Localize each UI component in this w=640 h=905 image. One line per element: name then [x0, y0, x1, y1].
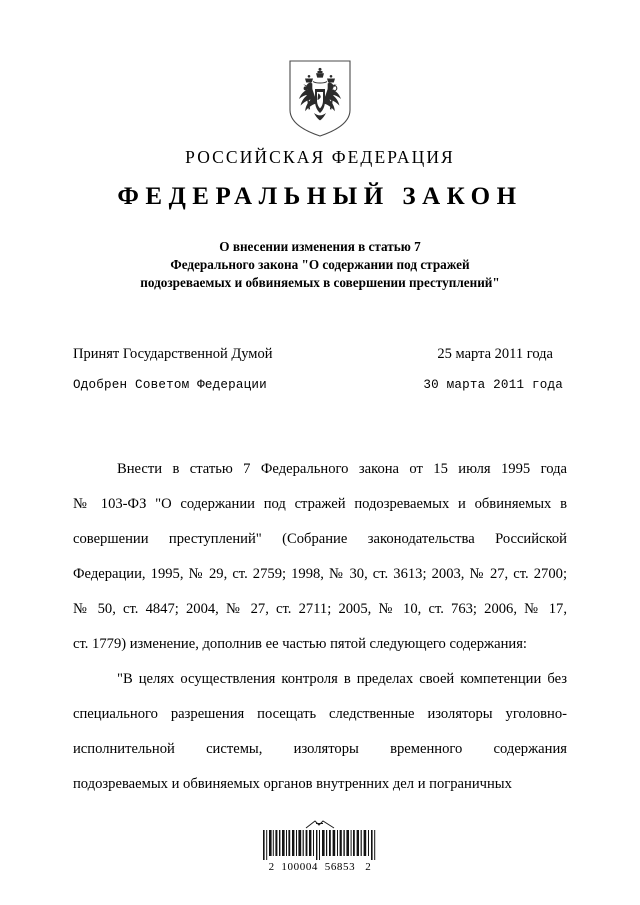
adoption-row-council: [73, 377, 567, 394]
coat-of-arms-container: [0, 58, 640, 138]
ean13-barcode-icon: [261, 830, 379, 860]
paragraph-1-line-5: № 50, ст. 4847; 2004, № 27, ст. 2711; 2005, № 10, ст. 763; 2006, № 17,: [73, 601, 567, 617]
paragraph-1-line-4: Федерации, 1995, № 29, ст. 2759; 1998, № 30, ст. 3613; 2003, № 27, ст. 2700;: [73, 566, 567, 582]
page-title: ФЕДЕРАЛЬНЫЙ ЗАКОН: [117, 183, 523, 211]
document-headings: [0, 148, 640, 211]
paragraph-1-line-2: № 103-ФЗ "О содержании под стражей подозреваемых и обвиняемых в: [73, 496, 567, 512]
body-paragraph-2: [73, 662, 567, 802]
paragraph-2-line-4: подозреваемых и обвиняемых органов внутренних дел и пограничных: [73, 776, 512, 792]
paragraph-1-line-6: ст. 1779) изменение, дополнив ее частью пятой следующего содержания:: [73, 636, 527, 652]
country-title: РОССИЙСКАЯ ФЕДЕРАЦИЯ: [185, 147, 455, 167]
barcode-top-mark-icon: [305, 820, 335, 829]
document-body: [73, 452, 567, 802]
paragraph-1-line-3: совершении преступлений" (Собрание законодательства Российской: [73, 531, 567, 547]
subtitle-line-2: Федерального закона "О содержании под стражей: [170, 257, 470, 272]
subtitle-line-3: подозреваемых и обвиняемых в совершении преступлений": [140, 275, 500, 290]
adoption-row-duma: [73, 346, 567, 363]
barcode-digits: 2 100004 56853 2: [268, 861, 372, 873]
council-date: 30 марта 2011 года: [423, 378, 563, 392]
paragraph-2-line-2: специального разрешения посещать следственные изоляторы уголовно-: [73, 706, 567, 722]
duma-label: Принят Государственной Думой: [73, 346, 273, 362]
document-subtitle: [70, 238, 570, 292]
paragraph-2-line-3: исполнительной системы, изоляторы временного содержания: [73, 741, 567, 757]
adoption-info: [73, 346, 567, 394]
barcode-container: [0, 820, 640, 873]
paragraph-1-line-1: Внести в статью 7 Федерального закона от 15 июля 1995 года: [117, 461, 567, 477]
body-paragraph-1: [73, 452, 567, 662]
russian-federation-coat-of-arms-icon: [286, 58, 354, 138]
subtitle-line-1: О внесении изменения в статью 7: [219, 239, 421, 254]
duma-date: 25 марта 2011 года: [437, 346, 553, 362]
council-label: Одобрен Советом Федерации: [73, 378, 267, 392]
paragraph-2-line-1: "В целях осуществления контроля в пределах своей компетенции без: [117, 671, 567, 687]
